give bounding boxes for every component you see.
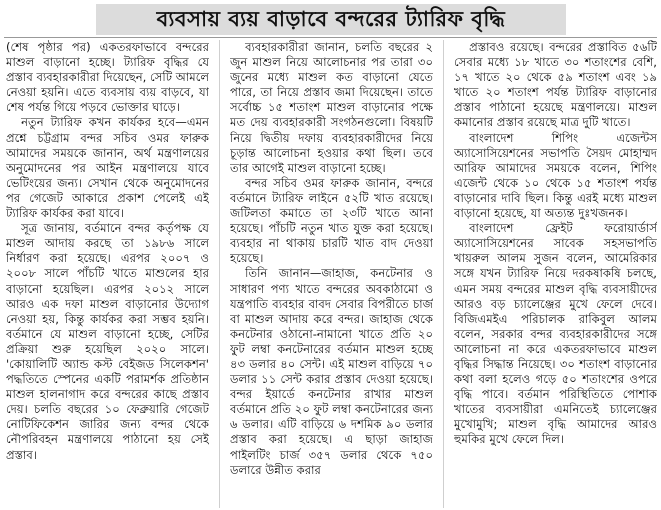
paragraph: বাংলাদেশ শিপিং এজেন্টস অ্যাসোসিয়েশনের সভাপতি সৈয়দ মোহাম্মদ আরিফ আমাদের সময়কে বলেন, শিপিং এজেন্ট থেকে ১০ থেকে ১৫ শতাংশ পর্যন্ত বাড়ানোর দাবি ছিল। কিন্তু এরই মধ্যে মাশুল বাড়ানো হয়েছে, যা অত্যন্ত দুঃখজনক।	[454, 130, 657, 221]
headline-rule	[4, 37, 657, 38]
paragraph: নতুন ট্যারিফ কখন কার্যকর হবে—এমন প্রশ্নে চট্টগ্রাম বন্দর সচিব ওমর ফারুক আমাদের সময়কে জানান, অর্থ মন্ত্রণালয়ের অনুমোদনের পর আইন মন্ত্রণালয়ে যাবে ভেটিংয়ের জন্য। সেখান থেকে অনুমোদনের পর গেজেট আকারে প্রকাশ পেলেই এই ট্যারিফ কার্যকর করা যাবে।	[6, 115, 209, 221]
headline: ব্যবসায় ব্যয় বাড়াবে বন্দরের ট্যারিফ বৃদ্ধি	[96, 4, 566, 35]
paragraph: (শেষ পৃষ্ঠার পর) একতরফাভাবে বন্দরের মাশুল বাড়ানো হচ্ছে। ট্যারিফ বৃদ্ধির যে প্রস্তাব ব্যবহারকারীরা দিয়েছেন, সেটি আমলে নেওয়া হয়নি। এতে ব্যবসায় ব্যয় বাড়বে, যা শেষ পর্যন্ত গিয়ে পড়বে ভোক্তার ঘাড়ে।	[6, 40, 209, 115]
paragraph: প্রস্তাবও রয়েছে। বন্দরের প্রস্তাবিত ৫৬টি সেবার মধ্যে ১৮ খাতে ৩০ শতাংশের বেশি, ১৭ খাতে ২০ থেকে ৫৯ শতাংশ এবং ১৯ খাতে ২০ শতাংশ পর্যন্ত ট্যারিফ বাড়ানোর প্রস্তাব পাঠানো হয়েছে মন্ত্রণালয়ে। মাশুল কমানোর প্রস্তাব রয়েছে মাত্র দুটি খাতে।	[454, 40, 657, 130]
paragraph: তিনি জানান—জাহাজ, কনটেনার ও সাধারণ পণ্য খাতে বন্দরের অবকাঠামো ও যন্ত্রপাতি ব্যবহার বাবদ সেবার বিপরীতে চার্জ বা মাশুল আদায় করে বন্দর। জাহাজ থেকে কনটেনার ওঠানো-নামানো খাতে প্রতি ২০ ফুট লম্বা কনটেনারের বর্তমান মাশুল হচ্ছে ৪৩ ডলার ৪০ সেন্ট। এই মাশুল বাড়িয়ে ৭০ ডলার ১১ সেন্ট করার প্রস্তাব দেওয়া হয়েছে। বন্দর ইয়ার্ডে কনটেনার রাখার মাশুল বর্তমানে প্রতি ২০ ফুট লম্বা কনটেনারের জন্য ৬ ডলার। এটি বাড়িয়ে ৬ দশমিক ৯০ ডলার প্রস্তাব করা হয়েছে। এ ছাড়া জাহাজ পাইলটিং চার্জ ৩৫৭ ডলার থেকে ৭৫০ ডলারে উন্নীত করার	[230, 266, 433, 477]
column-3	[454, 40, 657, 508]
column-2	[230, 40, 433, 508]
paragraph: ব্যবহারকারীরা জানান, চলতি বছরের ২ জুন মাশুল নিয়ে আলোচনার পর তারা ৩০ জুনের মধ্যে মাশুল কত বাড়ানো যেতে পারে, তা নিয়ে প্রস্তাব জমা দিয়েছেন। তাতে সর্বোচ্চ ১৫ শতাংশ মাশুল বাড়ানোর পক্ষে মত দেয় ব্যবহারকারী সংগঠনগুলো। বিষয়টি নিয়ে দ্বিতীয় দফায় ব্যবহারকারীদের নিয়ে চূড়ান্ত আলোচনা হওয়ার কথা ছিল। তবে তার আগেই মাশুল বাড়ানো হচ্ছে।	[230, 40, 433, 175]
column-1	[6, 40, 209, 508]
column-divider	[219, 40, 220, 508]
paragraph: সূত্র জানায়, বর্তমানে বন্দর কর্তৃপক্ষ যে মাশুল আদায় করছে তা ১৯৮৬ সালে নির্ধারণ করা হয়েছে। এরপর ২০০৭ ও ২০০৮ সালে পাঁচটি খাতে মাশুলের হার বাড়ানো হয়েছিল। এরপর ২০১২ সালে আরও এক দফা মাশুল বাড়ানোর উদ্যোগ নেওয়া হয়, কিন্তু কার্যকর করা সম্ভব হয়নি। বর্তমানে যে মাশুল বাড়ানো হচ্ছে, সেটির প্রক্রিয়া শুরু হয়েছিল ২০২০ সালে। 'কোয়ালিটি অ্যান্ড কস্ট বেইজড সিলেকশন' পদ্ধতিতে স্পেনের একটি পরামর্শক প্রতিষ্ঠান মাশুল হালনাগাদ করে বন্দরের কাছে প্রস্তাব দেয়। চলতি বছরের ১০ ফেব্রুয়ারি গেজেট নোটিফিকেশন জারির জন্য বন্দর থেকে নৌপরিবহন মন্ত্রণালয়ে পাঠানো হয় সেই প্রস্তাব।	[6, 221, 209, 462]
article-columns	[6, 40, 657, 508]
paragraph: বাংলাদেশ ফ্রেইট ফরোয়ার্ডার্স অ্যাসোসিয়েশনের সাবেক সহসভাপতি খায়রুল আলম সুজন বলেন, আমেরিকার সঙ্গে যখন ট্যারিফ নিয়ে দরকষাকষি চলছে, এমন সময় বন্দরের মাশুল বৃদ্ধি ব্যবসায়ীদের আরও বড় চ্যালেঞ্জের মুখে ফেলে দেবে। বিজিএমইএ পরিচালক রাকিবুল আলম বলেন, সরকার বন্দর ব্যবহারকারীদের সঙ্গে আলোচনা না করে একতরফাভাবে মাশুল বৃদ্ধির সিদ্ধান্ত নিয়েছে। ৩০ শতাংশ বাড়ানোর কথা বলা হলেও গড়ে ৫০ শতাংশের ওপরে বৃদ্ধি পাবে। বর্তমান পরিস্থিতিতে পোশাক খাতের ব্যবসায়ীরা এমনিতেই চ্যালেঞ্জের মুখোমুখি; মাশুল বৃদ্ধি আমাদের আরও হুমকির মুখে ফেলে দিল।	[454, 221, 657, 447]
paragraph: বন্দর সচিব ওমর ফারুক জানান, বন্দরে বর্তমানে ট্যারিফ লাইনে ৫২টি খাত রয়েছে। জটিলতা কমাতে তা ২৩টি খাতে আনা হয়েছে। পাঁচটি নতুন খাত যুক্ত করা হয়েছে। ব্যবহার না থাকায় চারটি খাত বাদ দেওয়া হয়েছে।	[230, 175, 433, 266]
column-divider	[443, 40, 444, 508]
